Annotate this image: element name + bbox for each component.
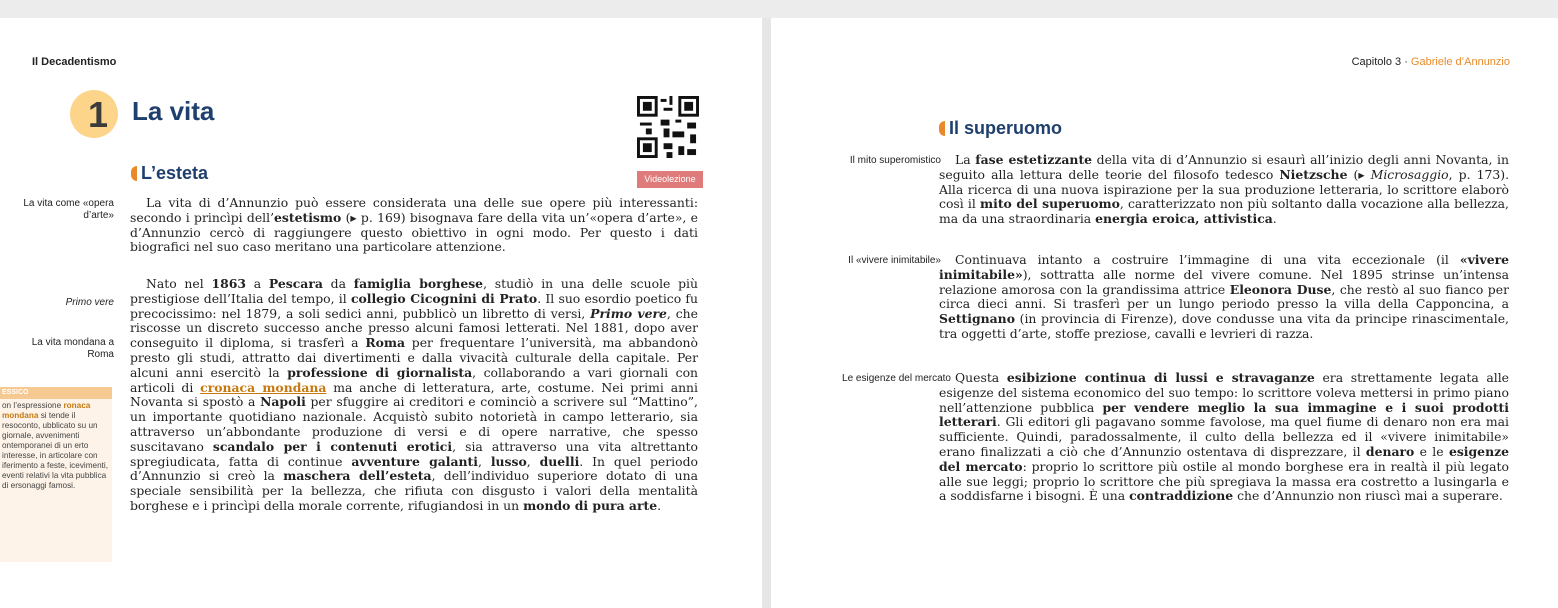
margin-note-2: Primo vere [65,297,114,308]
section-title: La vita [132,96,215,126]
chapter-number: 1 [87,94,109,135]
qr-code-icon[interactable] [637,96,699,158]
heading-marker-icon [939,121,945,136]
glossary-box [0,387,112,562]
paragraph-1: La fase estetizzante della vita di d’Annunzio si esaurì all’inizio degli anni Novanta, in seguito alla lettura delle teorie del filosofo tedesco Nietzsche (▸ Microsaggio, p. 173). Alla ricerca di una nuova ispirazione per la sua produzione letteraria, lo scrittore elaborò così il mito del superuomo, caratterizzato non più soltanto dalla vocazione alla bellezza, ma da una straordinaria energia eroica, attivistica. [939,152,1510,227]
heading-marker-icon [131,166,137,181]
glossary-label: ESSICO [0,387,112,399]
subsection-title: L’esteta [131,163,208,184]
paragraph-3: Questa esibizione continua di lussi e stravaganze era strettamente legata alle esigenze del sistema economico del suo tempo: lo scrittore voleva mettersi in primo piano nell’attenzione pubblica per vendere meglio la sua immagine e i suoi prodotti letterari. Gli editori gli pagavano somme favolose, ma quel fiume di denaro non era mai sufficiente. Quindi, paradossalmente, il culto della bellezza ed il «vivere inimitabile» erano finalizzati a ciò che d’Annunzio ostentava di disprezzare, il denaro e le esigenze del mercato: proprio lo scrittore più ostile al mondo borghese era in realtà il più legato alle sue leggi; proprio lo scrittore che più spregiava la massa era costretto a lusingarla e a soddisfarne i bisogni. È una contraddizione che d’Annunzio non riuscì mai a superare. [939,370,1509,504]
running-header: Capitolo 3 · Gabriele d’Annunzio [1351,56,1510,68]
glossary-text: on l’espressione ronaca mondana si tende il resoconto, ubblicato su un giornale, avvenimenti ontemporanei di un erto interesse, in articolare con iferimento a feste, icevimenti, eventi relativi la vita pubblica di ersonaggi famosi. [2,401,109,490]
margin-note-3: Le esigenze del mercato [842,373,951,384]
running-header: Il Decadentismo [32,56,117,68]
video-lesson-button[interactable]: Videolezione [637,171,703,188]
left-page [0,18,762,608]
viewer-top-bar [0,0,1558,18]
paragraph-2: Nato nel 1863 a Pescara da famiglia borghese, studiò in una delle scuole più prestigiose dell’Italia del tempo, il collegio Cicognini di Prato. Il suo esordio poetico fu precocissimo: nel 1879, a soli sedici anni, pubblicò un libretto di versi, Primo vere, che riscosse un discreto successo anche presso alcuni famosi letterati. Nel 1881, dopo aver conseguito il diploma, si trasferì a Roma per frequentare l’università, ma abbandonò presto gli studi, attratto dai divertimenti e dalla vivacità culturale della capitale. Per alcuni anni esercitò la professione di giornalista, collaborando a vari giornali con articoli di cronaca mondana ma anche di letteratura, arte, costume. Nei primi anni Novanta si spostò a Napoli per sfuggire ai creditori e cominciò a scrivere sul “Mattino”, un importante quotidiano nazionale. Acquistò subito notorietà in campo letterario, sia attraverso un’abbondante produzione di versi e di opere narrative, che spesso suscitavano scandalo per i contenuti erotici, sia attraverso una vita altrettanto spregiudicata, fatta di continue avventure galanti, lusso, duelli. In quel periodo d’Annunzio si creò la maschera dell’esteta, dell’individuo superiore dotato di una speciale sensibilità per la bellezza, che rifiuta con disgusto i valori della mentalità borghese e i princìpi della morale corrente, rifugiandosi in un mondo di pura arte. [130,276,699,513]
paragraph-1: La vita di d’Annunzio può essere considerata una delle sue opere più interessanti: secondo i princìpi dell’estetismo (▸ p. 169) bisognava fare della vita un’«opera d’arte», e d’Annunzio cercò di raggiungere questo obiettivo in ogni modo. Per questo i dati biografici nel suo caso meritano una particolare attenzione. [130,195,698,255]
margin-note-3: La vita mondana a Roma [31,337,114,360]
subsection-title: Il superuomo [939,118,1062,139]
paragraph-2: Continuava intanto a costruire l’immagine di una vita eccezionale (il «vivere inimitabile»), sottratta alle norme del vivere comune. Nel 1895 strinse un’intensa relazione amorosa con la grandissima attrice Eleonora Duse, che restò al suo fianco per circa dieci anni. Si trasferì per un lungo periodo presso la villa della Capponcina, a Settignano (in provincia di Firenze), dove condusse una vita da principe rinascimentale, tra oggetti d’arte, stoffe preziose, cavalli e levrieri di razza. [939,252,1509,341]
margin-note-1: La vita come «opera d’arte» [23,198,114,221]
right-page [771,18,1558,608]
margin-note-1: Il mito superomistico [849,155,941,166]
margin-note-2: Il «vivere inimitabile» [848,255,941,266]
glossary-link[interactable]: cronaca mondana [200,379,327,395]
